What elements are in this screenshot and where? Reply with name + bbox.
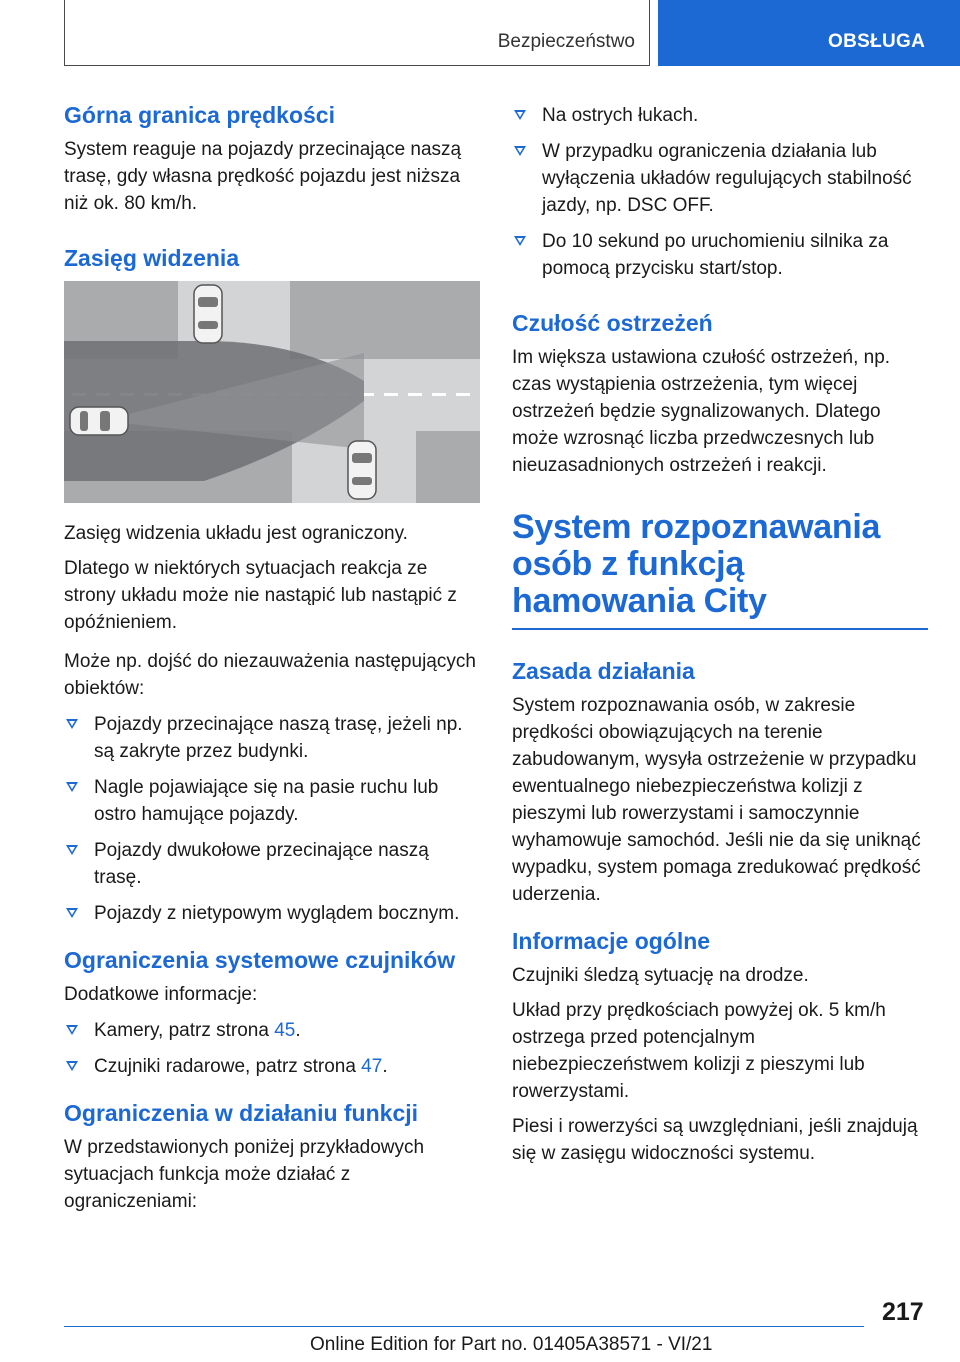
header-chapter-title: OBSŁUGA bbox=[828, 31, 926, 52]
general-info-text-1: Czujniki śledzą sytuację na drodze. bbox=[512, 965, 809, 986]
warning-sensitivity-text: Im większa ustawiona czułość ostrzeżeń, np. czas wystąpienia ostrzeżenia, tym więcej ostrzeżeń będzie sygnalizowanych. Dlatego może wzrosnąć liczba przedwczesnych lub nieuzasadnionych ostrzeżeń i reakcji. bbox=[512, 347, 891, 476]
list-item: Kamery, patrz strona 45. bbox=[64, 1017, 480, 1044]
detection-range-illustration bbox=[64, 281, 480, 503]
general-info-text-3: Piesi i rowerzyści są uwzględniani, jeśli znajdują się w zasięgu widoczności systemu. bbox=[512, 1116, 918, 1164]
range-limited-text: Zasięg widzenia układu jest ograniczony. bbox=[64, 523, 408, 544]
list-item: Nagle pojawiające się na pasie ruchu lub ostro hamujące pojazdy. bbox=[64, 774, 480, 828]
speed-limit-text: System reaguje na pojazdy przecinające naszą trasę, gdy własna prędkość pojazdu jest niższa niż ok. 80 km/h. bbox=[64, 139, 462, 214]
heading-detection-range: Zasięg widzenia bbox=[64, 245, 240, 271]
list-item: W przypadku ograniczenia działania lub wyłączenia układów regulujących stabilność jazdy, np. DSC OFF. bbox=[512, 138, 928, 219]
page-number: 217 bbox=[882, 1298, 924, 1326]
chapter-title: System rozpoznawania osób z funkcją hamowania City bbox=[512, 508, 881, 620]
page-link-47[interactable]: 47 bbox=[361, 1056, 383, 1077]
header-section-title: Bezpieczeństwo bbox=[497, 31, 635, 52]
bullet-triangle-icon bbox=[514, 146, 526, 156]
list-item: Do 10 sekund po uruchomieniu silnika za pomocą przycisku start/stop. bbox=[512, 228, 928, 282]
bullet-triangle-icon bbox=[66, 1061, 78, 1071]
heading-speed-limit: Górna granica prędkości bbox=[64, 102, 335, 128]
bullet-triangle-icon bbox=[66, 845, 78, 855]
bullet-triangle-icon bbox=[514, 110, 526, 120]
car-own-icon bbox=[70, 407, 128, 435]
function-limits-text: W przedstawionych poniżej przykładowych sytuacjach funkcja może działać z ograniczeniami: bbox=[64, 1137, 425, 1212]
header-chapter-tab[interactable] bbox=[658, 0, 960, 66]
list-item: Pojazdy z nietypowym wyglądem bocznym. bbox=[64, 900, 480, 927]
car-crossing-icon bbox=[194, 285, 222, 343]
footer-rule bbox=[64, 1326, 864, 1327]
bullet-triangle-icon bbox=[66, 1025, 78, 1035]
bullet-triangle-icon bbox=[66, 908, 78, 918]
range-delay-text: Dlatego w niektórych sytuacjach reakcja ze strony układu może nie nastąpić lub nastąpić z opóźnieniem. bbox=[64, 558, 457, 633]
list-item: Pojazdy przecinające naszą trasę, jeżeli np. są zakryte przez budynki. bbox=[64, 711, 480, 765]
heading-general-info: Informacje ogólne bbox=[512, 928, 711, 954]
right-column bbox=[512, 100, 928, 1167]
list-item: Czujniki radarowe, patrz strona 47. bbox=[64, 1053, 480, 1080]
car-oncoming-icon bbox=[348, 441, 376, 499]
footer-edition: Online Edition for Part no. 01405A38571 - VI/21 bbox=[310, 1334, 713, 1355]
bullet-triangle-icon bbox=[514, 236, 526, 246]
sensor-limits-intro: Dodatkowe informacje: bbox=[64, 984, 258, 1005]
heading-warning-sensitivity: Czułość ostrzeżeń bbox=[512, 310, 713, 336]
bullet-triangle-icon bbox=[66, 719, 78, 729]
general-info-text-2: Układ przy prędkościach powyżej ok. 5 km/h ostrzega przed potencjalnym niebezpieczeństwem kolizji z pieszymi lub rowerzystami. bbox=[512, 1000, 886, 1102]
range-objects-intro: Może np. dojść do niezauważenia następujących obiektów: bbox=[64, 651, 476, 699]
heading-function-limits: Ograniczenia w działaniu funkcji bbox=[64, 1100, 419, 1126]
bullet-triangle-icon bbox=[66, 782, 78, 792]
operating-principle-text: System rozpoznawania osób, w zakresie prędkości obowiązujących na terenie zabudowanym, wysyła ostrzeżenie w przypadku ewentualnego niebezpieczeństwa kolizji z pieszymi lub rowerzystami i samoczynnie wyhamowuje samochód. Jeśli nie da się uniknąć wypadku, system pomaga zredukować prędkość uderzenia. bbox=[512, 695, 921, 905]
heading-sensor-limits: Ograniczenia systemowe czujników bbox=[64, 947, 456, 973]
list-item: Pojazdy dwukołowe przecinające naszą trasę. bbox=[64, 837, 480, 891]
heading-operating-principle: Zasada działania bbox=[512, 658, 695, 684]
list-item: Na ostrych łukach. bbox=[512, 102, 928, 129]
page-link-45[interactable]: 45 bbox=[274, 1020, 296, 1041]
left-column bbox=[64, 100, 480, 1215]
header-section-box bbox=[64, 0, 650, 66]
